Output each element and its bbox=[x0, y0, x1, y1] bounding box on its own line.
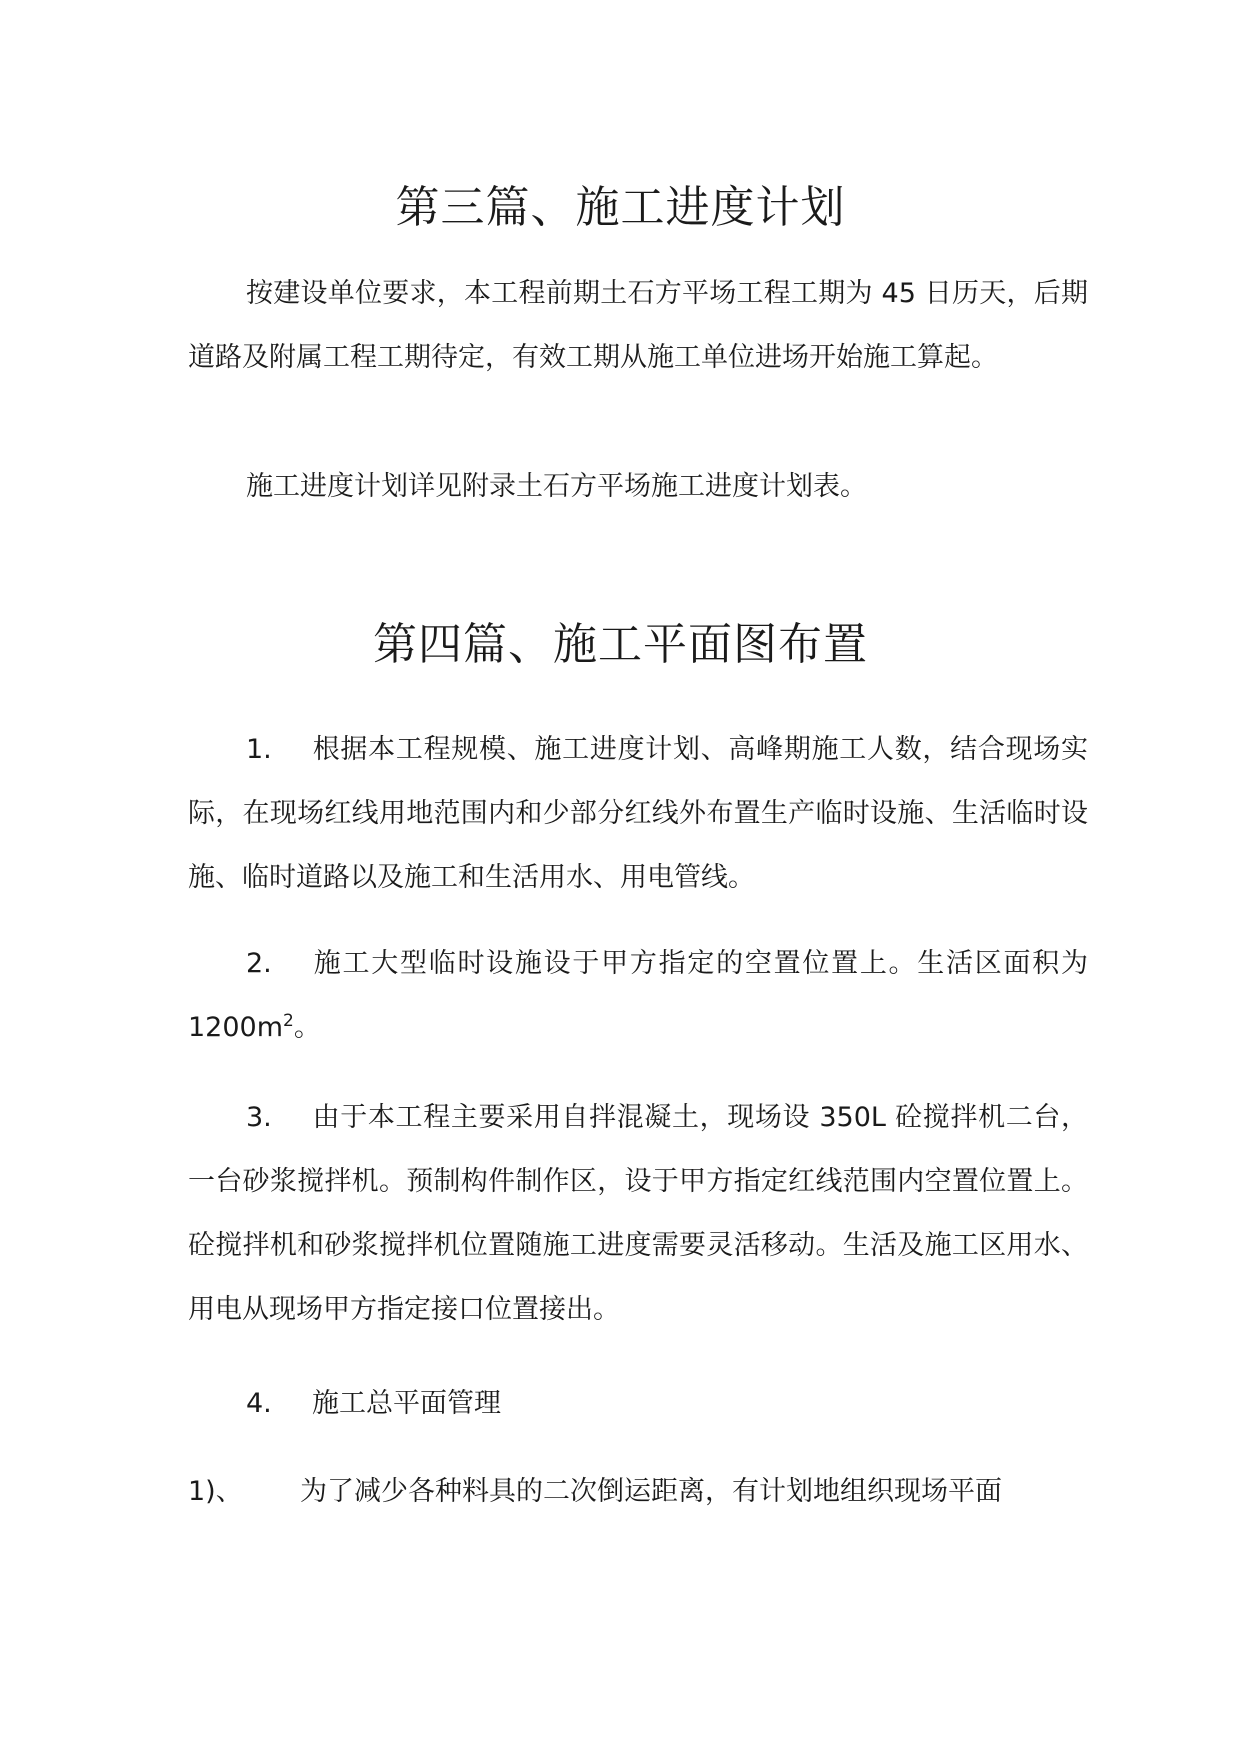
superscript: 2 bbox=[283, 1011, 294, 1031]
section4-item-1 bbox=[188, 718, 1088, 910]
item-number: 1. bbox=[246, 734, 272, 765]
item-text: 根据本工程规模、施工进度计划、高峰期施工人数，结合现场实际，在现场红线用地范围内和少部分红线外布置生产临时设施、生活临时设施、临时道路以及施工和生活用水、用电管线。 bbox=[188, 734, 1088, 893]
item-number: 2. bbox=[246, 948, 272, 979]
item-number: 4. bbox=[246, 1388, 272, 1419]
item-text: 由于本工程主要采用自拌混凝土，现场设 350L 砼搅拌机二台，一台砂浆搅拌机。预制构件制作区，设于甲方指定红线范围内空置位置上。砼搅拌机和砂浆搅拌机位置随施工进度需要灵活移动。生活及施工区用水、用电从现场甲方指定接口位置接出。 bbox=[188, 1102, 1088, 1325]
section4-subitem-1 bbox=[188, 1460, 1088, 1524]
section3-title: 第三篇、施工进度计划 bbox=[395, 182, 846, 233]
section3-paragraph-1: 按建设单位要求，本工程前期土石方平场工程工期为 45 日历天，后期道路及附属工程工期待定，有效工期从施工单位进场开始施工算起。 bbox=[188, 278, 1088, 373]
section4-item-2 bbox=[188, 932, 1088, 1060]
item-text: 施工总平面管理 bbox=[312, 1388, 501, 1419]
section4-item-3 bbox=[188, 1086, 1088, 1342]
item-text: 施工大型临时设施设于甲方指定的空置位置上。生活区面积为 1200m bbox=[188, 948, 1088, 1043]
item-number: 3. bbox=[246, 1102, 272, 1133]
section3-paragraph-2: 施工进度计划详见附录土石方平场施工进度计划表。 bbox=[246, 471, 867, 502]
section4-item-4 bbox=[188, 1372, 1088, 1436]
section4-title: 第四篇、施工平面图布置 bbox=[373, 619, 868, 670]
item-text: 为了减少各种料具的二次倒运距离，有计划地组织现场平面 bbox=[300, 1476, 1002, 1507]
item-number: 1)、 bbox=[188, 1476, 243, 1507]
item-text-tail: 。 bbox=[293, 1012, 321, 1043]
